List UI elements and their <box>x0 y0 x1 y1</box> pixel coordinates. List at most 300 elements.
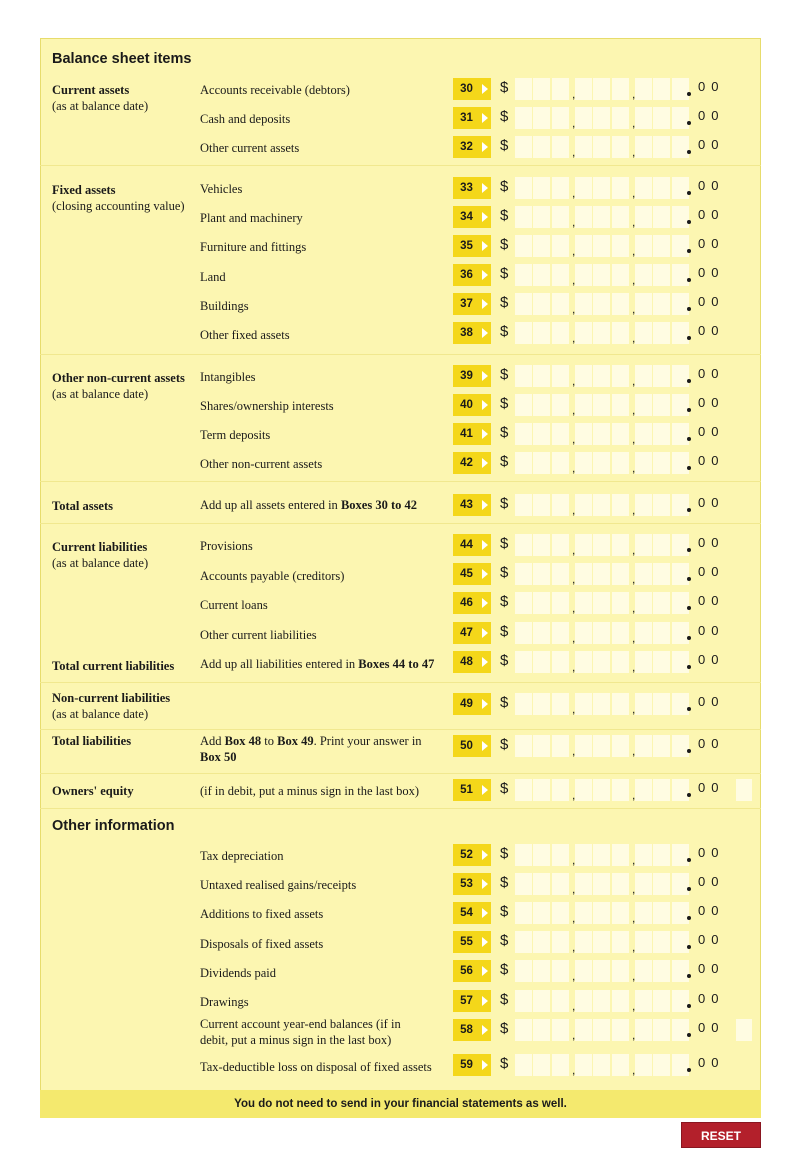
digit-cell[interactable] <box>593 844 610 866</box>
digit-cell[interactable] <box>593 1019 610 1041</box>
amount-input[interactable] <box>515 206 689 228</box>
digit-cell[interactable] <box>672 365 689 387</box>
digit-cell[interactable] <box>672 1054 689 1076</box>
digit-cell[interactable] <box>612 494 629 516</box>
digit-cell[interactable] <box>533 494 550 516</box>
digit-cell[interactable] <box>515 177 532 199</box>
digit-cell[interactable] <box>533 693 550 715</box>
digit-cell[interactable] <box>575 365 592 387</box>
digit-cell[interactable] <box>635 423 652 445</box>
digit-cell[interactable] <box>653 592 670 614</box>
amount-input[interactable] <box>515 494 689 516</box>
digit-cell[interactable] <box>593 534 610 556</box>
digit-cell[interactable] <box>593 622 610 644</box>
digit-cell[interactable] <box>593 206 610 228</box>
digit-cell[interactable] <box>672 844 689 866</box>
digit-cell[interactable] <box>653 902 670 924</box>
digit-cell[interactable] <box>612 534 629 556</box>
digit-cell[interactable] <box>552 365 569 387</box>
digit-cell[interactable] <box>612 423 629 445</box>
digit-cell[interactable] <box>635 264 652 286</box>
amount-input[interactable] <box>515 873 689 895</box>
digit-cell[interactable] <box>612 873 629 895</box>
digit-cell[interactable] <box>593 592 610 614</box>
digit-cell[interactable] <box>635 735 652 757</box>
digit-cell[interactable] <box>575 902 592 924</box>
digit-cell[interactable] <box>653 394 670 416</box>
digit-cell[interactable] <box>533 1054 550 1076</box>
digit-cell[interactable] <box>653 735 670 757</box>
digit-cell[interactable] <box>552 423 569 445</box>
amount-input[interactable] <box>515 693 689 715</box>
digit-cell[interactable] <box>533 563 550 585</box>
digit-cell[interactable] <box>552 592 569 614</box>
digit-cell[interactable] <box>533 206 550 228</box>
digit-cell[interactable] <box>593 563 610 585</box>
digit-cell[interactable] <box>552 693 569 715</box>
digit-cell[interactable] <box>552 931 569 953</box>
digit-cell[interactable] <box>635 494 652 516</box>
digit-cell[interactable] <box>612 452 629 474</box>
digit-cell[interactable] <box>515 494 532 516</box>
digit-cell[interactable] <box>515 264 532 286</box>
amount-input[interactable] <box>515 990 689 1012</box>
digit-cell[interactable] <box>635 534 652 556</box>
digit-cell[interactable] <box>552 779 569 801</box>
digit-cell[interactable] <box>672 494 689 516</box>
digit-cell[interactable] <box>515 651 532 673</box>
amount-input[interactable] <box>515 264 689 286</box>
digit-cell[interactable] <box>515 622 532 644</box>
digit-cell[interactable] <box>635 136 652 158</box>
digit-cell[interactable] <box>612 1054 629 1076</box>
digit-cell[interactable] <box>672 136 689 158</box>
digit-cell[interactable] <box>635 931 652 953</box>
digit-cell[interactable] <box>612 322 629 344</box>
digit-cell[interactable] <box>575 177 592 199</box>
digit-cell[interactable] <box>593 78 610 100</box>
digit-cell[interactable] <box>552 235 569 257</box>
amount-input[interactable] <box>515 365 689 387</box>
digit-cell[interactable] <box>552 844 569 866</box>
digit-cell[interactable] <box>552 136 569 158</box>
digit-cell[interactable] <box>575 136 592 158</box>
digit-cell[interactable] <box>672 622 689 644</box>
digit-cell[interactable] <box>533 78 550 100</box>
digit-cell[interactable] <box>515 990 532 1012</box>
digit-cell[interactable] <box>515 107 532 129</box>
digit-cell[interactable] <box>575 622 592 644</box>
digit-cell[interactable] <box>653 563 670 585</box>
digit-cell[interactable] <box>552 990 569 1012</box>
digit-cell[interactable] <box>612 235 629 257</box>
digit-cell[interactable] <box>653 136 670 158</box>
digit-cell[interactable] <box>552 735 569 757</box>
digit-cell[interactable] <box>515 322 532 344</box>
digit-cell[interactable] <box>515 873 532 895</box>
digit-cell[interactable] <box>635 990 652 1012</box>
digit-cell[interactable] <box>653 78 670 100</box>
amount-input[interactable] <box>515 844 689 866</box>
digit-cell[interactable] <box>612 990 629 1012</box>
digit-cell[interactable] <box>575 322 592 344</box>
digit-cell[interactable] <box>653 264 670 286</box>
digit-cell[interactable] <box>612 78 629 100</box>
digit-cell[interactable] <box>672 651 689 673</box>
digit-cell[interactable] <box>552 177 569 199</box>
digit-cell[interactable] <box>593 107 610 129</box>
digit-cell[interactable] <box>552 873 569 895</box>
digit-cell[interactable] <box>515 136 532 158</box>
digit-cell[interactable] <box>515 844 532 866</box>
digit-cell[interactable] <box>575 206 592 228</box>
digit-cell[interactable] <box>533 990 550 1012</box>
sign-cell[interactable] <box>736 1019 752 1041</box>
digit-cell[interactable] <box>575 293 592 315</box>
digit-cell[interactable] <box>552 322 569 344</box>
digit-cell[interactable] <box>552 1019 569 1041</box>
digit-cell[interactable] <box>593 235 610 257</box>
digit-cell[interactable] <box>533 960 550 982</box>
digit-cell[interactable] <box>552 452 569 474</box>
digit-cell[interactable] <box>672 78 689 100</box>
digit-cell[interactable] <box>515 235 532 257</box>
digit-cell[interactable] <box>533 779 550 801</box>
digit-cell[interactable] <box>533 902 550 924</box>
digit-cell[interactable] <box>612 651 629 673</box>
digit-cell[interactable] <box>552 78 569 100</box>
digit-cell[interactable] <box>515 423 532 445</box>
digit-cell[interactable] <box>533 592 550 614</box>
digit-cell[interactable] <box>552 1054 569 1076</box>
amount-input[interactable] <box>515 235 689 257</box>
digit-cell[interactable] <box>672 902 689 924</box>
digit-cell[interactable] <box>653 960 670 982</box>
digit-cell[interactable] <box>672 423 689 445</box>
digit-cell[interactable] <box>653 107 670 129</box>
digit-cell[interactable] <box>672 177 689 199</box>
digit-cell[interactable] <box>612 735 629 757</box>
digit-cell[interactable] <box>515 735 532 757</box>
digit-cell[interactable] <box>552 622 569 644</box>
digit-cell[interactable] <box>575 78 592 100</box>
digit-cell[interactable] <box>575 107 592 129</box>
digit-cell[interactable] <box>635 293 652 315</box>
digit-cell[interactable] <box>533 534 550 556</box>
digit-cell[interactable] <box>635 563 652 585</box>
digit-cell[interactable] <box>515 394 532 416</box>
digit-cell[interactable] <box>672 264 689 286</box>
digit-cell[interactable] <box>593 494 610 516</box>
digit-cell[interactable] <box>533 651 550 673</box>
digit-cell[interactable] <box>575 592 592 614</box>
digit-cell[interactable] <box>552 902 569 924</box>
digit-cell[interactable] <box>612 394 629 416</box>
digit-cell[interactable] <box>672 206 689 228</box>
digit-cell[interactable] <box>672 452 689 474</box>
digit-cell[interactable] <box>575 960 592 982</box>
digit-cell[interactable] <box>635 622 652 644</box>
digit-cell[interactable] <box>653 990 670 1012</box>
digit-cell[interactable] <box>612 622 629 644</box>
digit-cell[interactable] <box>552 563 569 585</box>
amount-input[interactable] <box>515 563 689 585</box>
amount-input[interactable] <box>515 1054 689 1076</box>
digit-cell[interactable] <box>635 592 652 614</box>
digit-cell[interactable] <box>672 394 689 416</box>
digit-cell[interactable] <box>672 592 689 614</box>
digit-cell[interactable] <box>653 293 670 315</box>
digit-cell[interactable] <box>672 779 689 801</box>
digit-cell[interactable] <box>515 902 532 924</box>
digit-cell[interactable] <box>612 960 629 982</box>
digit-cell[interactable] <box>515 931 532 953</box>
digit-cell[interactable] <box>515 1054 532 1076</box>
digit-cell[interactable] <box>653 622 670 644</box>
digit-cell[interactable] <box>575 651 592 673</box>
digit-cell[interactable] <box>575 779 592 801</box>
digit-cell[interactable] <box>653 931 670 953</box>
amount-input[interactable] <box>515 931 689 953</box>
digit-cell[interactable] <box>635 322 652 344</box>
digit-cell[interactable] <box>552 651 569 673</box>
digit-cell[interactable] <box>593 177 610 199</box>
digit-cell[interactable] <box>653 423 670 445</box>
digit-cell[interactable] <box>653 873 670 895</box>
amount-input[interactable] <box>515 177 689 199</box>
digit-cell[interactable] <box>635 844 652 866</box>
digit-cell[interactable] <box>533 264 550 286</box>
digit-cell[interactable] <box>672 534 689 556</box>
digit-cell[interactable] <box>593 1054 610 1076</box>
digit-cell[interactable] <box>635 960 652 982</box>
digit-cell[interactable] <box>672 563 689 585</box>
digit-cell[interactable] <box>552 107 569 129</box>
digit-cell[interactable] <box>575 563 592 585</box>
amount-input[interactable] <box>515 293 689 315</box>
digit-cell[interactable] <box>575 873 592 895</box>
digit-cell[interactable] <box>635 693 652 715</box>
digit-cell[interactable] <box>533 622 550 644</box>
digit-cell[interactable] <box>612 107 629 129</box>
digit-cell[interactable] <box>575 235 592 257</box>
digit-cell[interactable] <box>635 235 652 257</box>
amount-input[interactable] <box>515 592 689 614</box>
digit-cell[interactable] <box>672 107 689 129</box>
digit-cell[interactable] <box>515 365 532 387</box>
amount-input[interactable] <box>515 322 689 344</box>
digit-cell[interactable] <box>653 322 670 344</box>
digit-cell[interactable] <box>653 693 670 715</box>
digit-cell[interactable] <box>653 235 670 257</box>
digit-cell[interactable] <box>635 651 652 673</box>
digit-cell[interactable] <box>635 873 652 895</box>
digit-cell[interactable] <box>552 494 569 516</box>
digit-cell[interactable] <box>612 206 629 228</box>
sign-cell[interactable] <box>736 779 752 801</box>
digit-cell[interactable] <box>593 990 610 1012</box>
digit-cell[interactable] <box>515 592 532 614</box>
digit-cell[interactable] <box>515 693 532 715</box>
digit-cell[interactable] <box>575 423 592 445</box>
digit-cell[interactable] <box>533 452 550 474</box>
digit-cell[interactable] <box>552 206 569 228</box>
digit-cell[interactable] <box>635 107 652 129</box>
digit-cell[interactable] <box>635 1054 652 1076</box>
amount-input[interactable] <box>515 960 689 982</box>
amount-input[interactable] <box>515 651 689 673</box>
amount-input[interactable] <box>515 1019 689 1041</box>
digit-cell[interactable] <box>575 264 592 286</box>
digit-cell[interactable] <box>575 1019 592 1041</box>
digit-cell[interactable] <box>533 735 550 757</box>
digit-cell[interactable] <box>552 534 569 556</box>
digit-cell[interactable] <box>533 365 550 387</box>
digit-cell[interactable] <box>552 264 569 286</box>
digit-cell[interactable] <box>593 322 610 344</box>
amount-input[interactable] <box>515 735 689 757</box>
digit-cell[interactable] <box>593 873 610 895</box>
digit-cell[interactable] <box>653 1054 670 1076</box>
amount-input[interactable] <box>515 423 689 445</box>
digit-cell[interactable] <box>612 136 629 158</box>
digit-cell[interactable] <box>612 1019 629 1041</box>
digit-cell[interactable] <box>653 651 670 673</box>
digit-cell[interactable] <box>533 423 550 445</box>
digit-cell[interactable] <box>635 177 652 199</box>
digit-cell[interactable] <box>552 293 569 315</box>
digit-cell[interactable] <box>552 394 569 416</box>
digit-cell[interactable] <box>612 693 629 715</box>
digit-cell[interactable] <box>612 844 629 866</box>
digit-cell[interactable] <box>612 779 629 801</box>
digit-cell[interactable] <box>575 735 592 757</box>
digit-cell[interactable] <box>533 177 550 199</box>
digit-cell[interactable] <box>593 960 610 982</box>
digit-cell[interactable] <box>653 1019 670 1041</box>
digit-cell[interactable] <box>612 592 629 614</box>
digit-cell[interactable] <box>533 1019 550 1041</box>
digit-cell[interactable] <box>593 779 610 801</box>
digit-cell[interactable] <box>672 873 689 895</box>
digit-cell[interactable] <box>593 931 610 953</box>
digit-cell[interactable] <box>593 365 610 387</box>
amount-input[interactable] <box>515 452 689 474</box>
digit-cell[interactable] <box>612 931 629 953</box>
digit-cell[interactable] <box>515 563 532 585</box>
digit-cell[interactable] <box>593 651 610 673</box>
digit-cell[interactable] <box>515 960 532 982</box>
digit-cell[interactable] <box>635 452 652 474</box>
digit-cell[interactable] <box>593 136 610 158</box>
digit-cell[interactable] <box>533 235 550 257</box>
digit-cell[interactable] <box>612 902 629 924</box>
digit-cell[interactable] <box>635 1019 652 1041</box>
digit-cell[interactable] <box>593 902 610 924</box>
amount-input[interactable] <box>515 107 689 129</box>
amount-input[interactable] <box>515 622 689 644</box>
amount-input[interactable] <box>515 902 689 924</box>
digit-cell[interactable] <box>653 452 670 474</box>
digit-cell[interactable] <box>653 365 670 387</box>
digit-cell[interactable] <box>575 844 592 866</box>
digit-cell[interactable] <box>533 136 550 158</box>
digit-cell[interactable] <box>672 931 689 953</box>
digit-cell[interactable] <box>575 990 592 1012</box>
digit-cell[interactable] <box>575 534 592 556</box>
digit-cell[interactable] <box>653 844 670 866</box>
digit-cell[interactable] <box>552 960 569 982</box>
digit-cell[interactable] <box>653 779 670 801</box>
digit-cell[interactable] <box>533 322 550 344</box>
digit-cell[interactable] <box>533 107 550 129</box>
digit-cell[interactable] <box>533 873 550 895</box>
digit-cell[interactable] <box>593 394 610 416</box>
digit-cell[interactable] <box>635 365 652 387</box>
digit-cell[interactable] <box>672 693 689 715</box>
digit-cell[interactable] <box>635 394 652 416</box>
digit-cell[interactable] <box>653 177 670 199</box>
amount-input[interactable] <box>515 136 689 158</box>
digit-cell[interactable] <box>635 902 652 924</box>
digit-cell[interactable] <box>515 779 532 801</box>
digit-cell[interactable] <box>593 452 610 474</box>
digit-cell[interactable] <box>575 1054 592 1076</box>
amount-input[interactable] <box>515 394 689 416</box>
digit-cell[interactable] <box>612 177 629 199</box>
amount-input[interactable] <box>515 534 689 556</box>
digit-cell[interactable] <box>575 452 592 474</box>
digit-cell[interactable] <box>515 78 532 100</box>
digit-cell[interactable] <box>612 293 629 315</box>
digit-cell[interactable] <box>533 844 550 866</box>
digit-cell[interactable] <box>612 365 629 387</box>
digit-cell[interactable] <box>593 293 610 315</box>
amount-input[interactable] <box>515 78 689 100</box>
digit-cell[interactable] <box>533 293 550 315</box>
digit-cell[interactable] <box>653 206 670 228</box>
digit-cell[interactable] <box>672 990 689 1012</box>
digit-cell[interactable] <box>612 264 629 286</box>
digit-cell[interactable] <box>672 735 689 757</box>
digit-cell[interactable] <box>575 394 592 416</box>
digit-cell[interactable] <box>653 534 670 556</box>
amount-input[interactable] <box>515 779 689 801</box>
reset-form-button[interactable]: RESET FORM <box>681 1122 761 1148</box>
digit-cell[interactable] <box>515 452 532 474</box>
digit-cell[interactable] <box>593 423 610 445</box>
digit-cell[interactable] <box>672 1019 689 1041</box>
digit-cell[interactable] <box>653 494 670 516</box>
digit-cell[interactable] <box>672 293 689 315</box>
digit-cell[interactable] <box>593 693 610 715</box>
digit-cell[interactable] <box>635 779 652 801</box>
digit-cell[interactable] <box>575 494 592 516</box>
digit-cell[interactable] <box>515 534 532 556</box>
digit-cell[interactable] <box>533 931 550 953</box>
digit-cell[interactable] <box>672 960 689 982</box>
digit-cell[interactable] <box>635 78 652 100</box>
digit-cell[interactable] <box>672 322 689 344</box>
digit-cell[interactable] <box>593 735 610 757</box>
digit-cell[interactable] <box>575 931 592 953</box>
digit-cell[interactable] <box>575 693 592 715</box>
digit-cell[interactable] <box>515 206 532 228</box>
digit-cell[interactable] <box>533 394 550 416</box>
digit-cell[interactable] <box>593 264 610 286</box>
digit-cell[interactable] <box>635 206 652 228</box>
digit-cell[interactable] <box>515 293 532 315</box>
